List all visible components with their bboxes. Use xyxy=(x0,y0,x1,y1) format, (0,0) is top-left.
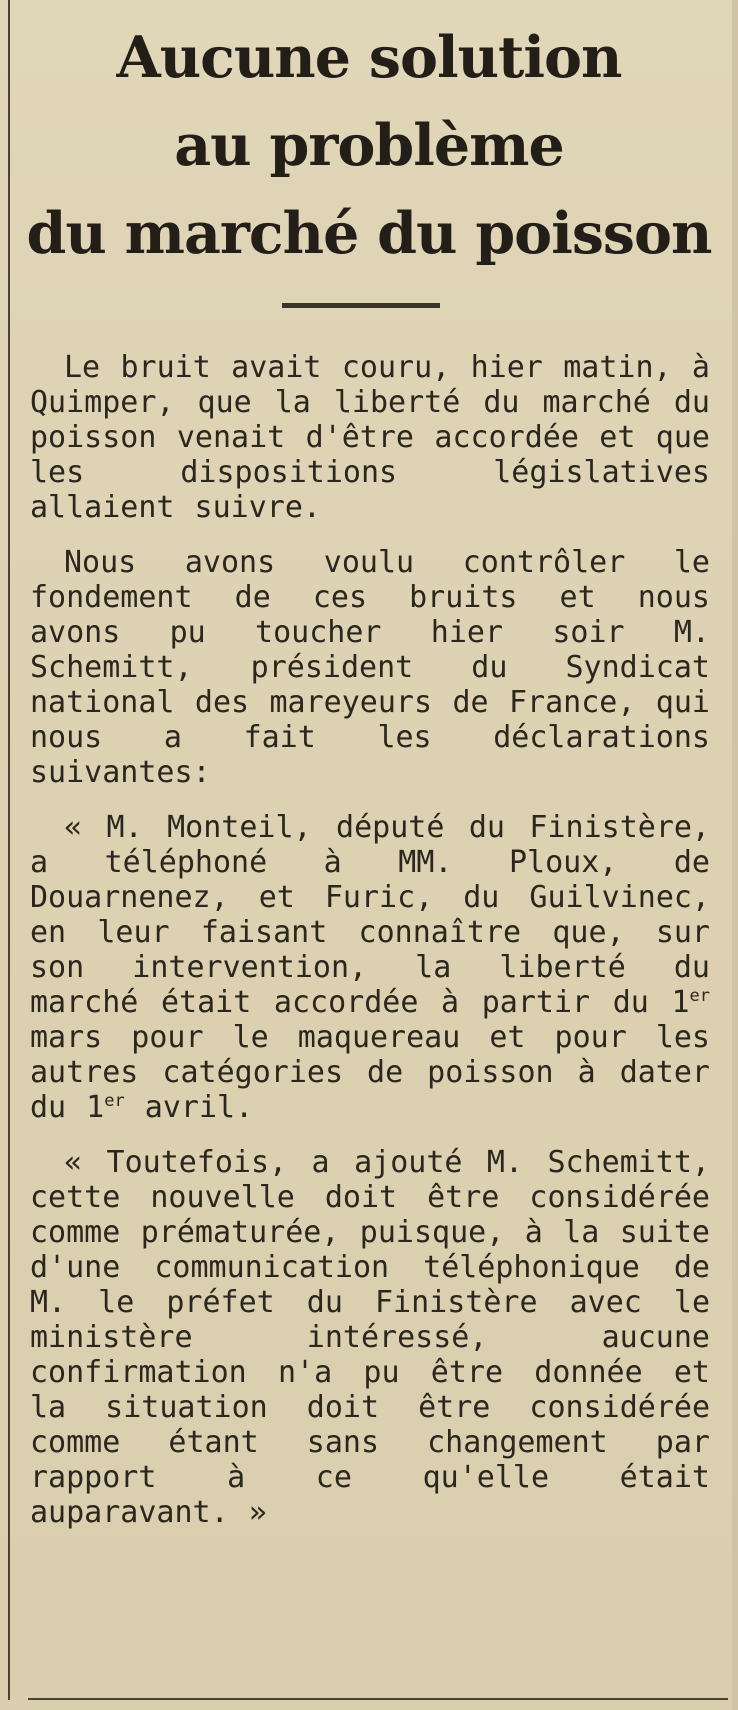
headline-divider xyxy=(282,303,440,308)
paragraph-3-part-c: avril. xyxy=(124,1090,254,1125)
paragraph-2: Nous avons voulu contrôler le fondement de ces bruits et nous avons pu toucher hier soir M. Schemitt, président du Syndicat national des mareyeurs de France, qui nous a fait les déclarations suivantes: xyxy=(30,545,710,790)
headline-line-1: Aucune solution xyxy=(116,24,622,91)
paragraph-3-part-a: « M. Monteil, député du Finistère, a téléphoné à MM. Ploux, de Douarnenez, et Furic, du Guilvinec, en leur faisant connaître que, sur son intervention, la liberté du marché était accordée à partir du 1 xyxy=(30,810,710,1020)
paragraph-1: Le bruit avait couru, hier matin, à Quimper, que la liberté du marché du poisson venait d'être accordée et que les dispositions législatives allaient suivre. xyxy=(30,350,710,525)
paragraph-4: « Toutefois, a ajouté M. Schemitt, cette nouvelle doit être considérée comme prématurée, puisque, à la suite d'une communication téléphonique de M. le préfet du Finistère avec le ministère intéressé, aucune confirmation n'a pu être donnée et la situation doit être considérée comme étant sans changement par rapport à ce qu'elle était auparavant. » xyxy=(30,1145,710,1530)
left-column-rule xyxy=(8,0,10,1700)
superscript-er-2: er xyxy=(104,1091,125,1111)
paragraph-3 xyxy=(30,810,710,1125)
headline-line-2: au problème xyxy=(174,112,564,179)
article-body xyxy=(30,350,710,1550)
article-headline xyxy=(0,0,738,278)
superscript-er-1: er xyxy=(689,986,710,1006)
paper-edge xyxy=(732,0,738,1710)
paragraph-3-part-b: mars pour le maquereau et pour les autres catégories de poisson à dater du 1 xyxy=(30,1020,710,1125)
bottom-rule xyxy=(28,1698,728,1700)
headline-line-3: du marché du poisson xyxy=(26,200,712,267)
